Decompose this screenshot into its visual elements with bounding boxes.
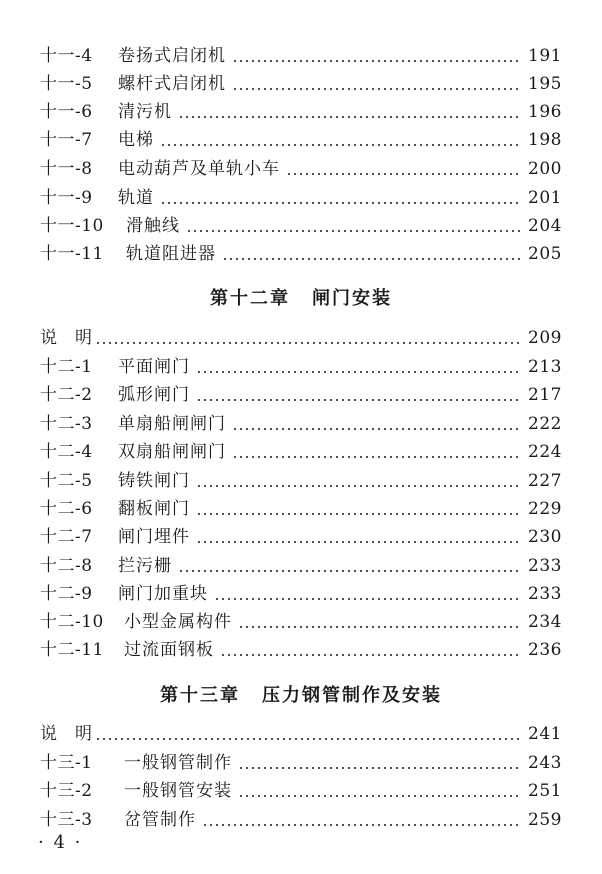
entry-page: 204 xyxy=(528,216,562,236)
entry-title: 拦污栅 xyxy=(118,556,172,576)
dot-leader xyxy=(214,598,522,600)
entry-number: 十一-8 xyxy=(40,159,93,179)
entry-title: 翻板闸门 xyxy=(118,499,190,519)
entry-page: 213 xyxy=(528,357,562,377)
entry-title: 平面闸门 xyxy=(118,357,190,377)
entry-page: 217 xyxy=(528,385,562,405)
toc-entry[interactable] xyxy=(40,184,562,212)
dot-leader xyxy=(196,399,522,401)
dot-leader xyxy=(238,626,522,628)
toc-entry[interactable] xyxy=(40,806,562,834)
entry-title: 岔管制作 xyxy=(124,810,196,830)
toc-entry[interactable] xyxy=(40,552,562,580)
toc-entry[interactable] xyxy=(40,523,562,551)
entry-page: 233 xyxy=(528,584,562,604)
toc-entry[interactable] xyxy=(40,324,562,352)
entry-number: 十一-7 xyxy=(40,130,93,150)
toc-entry[interactable] xyxy=(40,636,562,664)
entry-page: 196 xyxy=(528,102,562,122)
dot-leader xyxy=(232,60,522,62)
dot-leader xyxy=(238,767,522,769)
entry-number: 十二-7 xyxy=(40,527,93,547)
entry-title: 电动葫芦及单轨小车 xyxy=(118,159,280,179)
entry-page: 222 xyxy=(528,414,562,434)
toc-entry[interactable] xyxy=(40,381,562,409)
chapter-title: 闸门安装 xyxy=(312,288,392,309)
entry-title: 铸铁闸门 xyxy=(118,471,190,491)
entry-page: 233 xyxy=(528,556,562,576)
entry-number: 十二-4 xyxy=(40,442,93,462)
entry-page: 234 xyxy=(528,612,562,632)
entry-page: 230 xyxy=(528,527,562,547)
entry-title: 电梯 xyxy=(118,130,154,150)
dot-leader xyxy=(238,795,522,797)
entry-number: 说 明 xyxy=(40,328,93,348)
entry-number: 说 明 xyxy=(40,724,93,744)
dot-leader xyxy=(222,258,522,260)
dot-leader xyxy=(196,513,522,515)
entry-number: 十一-9 xyxy=(40,188,93,208)
dot-leader xyxy=(95,738,523,740)
toc-entry[interactable] xyxy=(40,720,562,748)
chapter-heading xyxy=(0,284,602,310)
entry-title: 一般钢管安装 xyxy=(124,781,232,801)
entry-number: 十一-5 xyxy=(40,74,93,94)
toc-entry[interactable] xyxy=(40,42,562,70)
entry-title: 过流面钢板 xyxy=(124,640,214,660)
entry-number: 十一-6 xyxy=(40,102,93,122)
dot-leader xyxy=(232,428,522,430)
entry-number: 十二-2 xyxy=(40,385,93,405)
entry-page: 201 xyxy=(528,188,562,208)
entry-title: 小型金属构件 xyxy=(124,612,232,632)
entry-page: 227 xyxy=(528,471,562,491)
entry-number: 十二-10 xyxy=(40,612,104,632)
dot-leader xyxy=(186,230,522,232)
dot-leader xyxy=(220,654,522,656)
entry-number: 十一-11 xyxy=(40,244,104,264)
entry-title: 螺杆式启闭机 xyxy=(118,74,226,94)
entry-page: 209 xyxy=(528,328,562,348)
dot-leader xyxy=(196,541,522,543)
entry-number: 十二-1 xyxy=(40,357,93,377)
entry-page: 243 xyxy=(528,753,562,773)
chapter-title: 压力钢管制作及安装 xyxy=(262,685,442,706)
entry-number: 十二-5 xyxy=(40,471,93,491)
toc-entry[interactable] xyxy=(40,438,562,466)
entry-title: 弧形闸门 xyxy=(118,385,190,405)
entry-number: 十二-9 xyxy=(40,584,93,604)
entry-page: 229 xyxy=(528,499,562,519)
entry-page: 191 xyxy=(528,46,562,66)
dot-leader xyxy=(196,485,522,487)
entry-number: 十二-6 xyxy=(40,499,93,519)
chapter-label: 第十二章 xyxy=(210,288,290,309)
toc-entry[interactable] xyxy=(40,410,562,438)
dot-leader xyxy=(286,173,522,175)
toc-entry[interactable] xyxy=(40,98,562,126)
entry-title: 卷扬式启闭机 xyxy=(118,46,226,66)
entry-title: 闸门加重块 xyxy=(118,584,208,604)
entry-number: 十三-1 xyxy=(40,753,93,773)
toc-entry[interactable] xyxy=(40,608,562,636)
entry-number: 十三-2 xyxy=(40,781,93,801)
dot-leader xyxy=(232,88,522,90)
entry-title: 滑触线 xyxy=(126,216,180,236)
entry-page: 251 xyxy=(528,781,562,801)
toc-entry[interactable] xyxy=(40,212,562,240)
page-number: · 4 · xyxy=(38,832,83,853)
toc-entry[interactable] xyxy=(40,353,562,381)
dot-leader xyxy=(160,144,522,146)
dot-leader xyxy=(178,116,522,118)
entry-page: 200 xyxy=(528,159,562,179)
entry-title: 单扇船闸闸门 xyxy=(118,414,226,434)
entry-number: 十二-11 xyxy=(40,640,104,660)
dot-leader xyxy=(95,342,523,344)
dot-leader xyxy=(160,202,522,204)
entry-title: 轨道 xyxy=(118,188,154,208)
entry-number: 十一-10 xyxy=(40,216,104,236)
entry-number: 十一-4 xyxy=(40,46,93,66)
entry-number: 十三-3 xyxy=(40,810,93,830)
toc-entry[interactable] xyxy=(40,580,562,608)
entry-number: 十二-8 xyxy=(40,556,93,576)
toc-entry[interactable] xyxy=(40,240,562,268)
entry-page: 241 xyxy=(528,724,562,744)
entry-title: 闸门埋件 xyxy=(118,527,190,547)
entry-title: 轨道阻进器 xyxy=(126,244,216,264)
entry-page: 195 xyxy=(528,74,562,94)
toc-entry[interactable] xyxy=(40,126,562,154)
toc-entry[interactable] xyxy=(40,749,562,777)
entry-title: 一般钢管制作 xyxy=(124,753,232,773)
toc-entry[interactable] xyxy=(40,70,562,98)
dot-leader xyxy=(232,456,522,458)
dot-leader xyxy=(178,570,522,572)
chapter-label: 第十三章 xyxy=(160,685,240,706)
entry-title: 清污机 xyxy=(118,102,172,122)
dot-leader xyxy=(196,371,522,373)
dot-leader xyxy=(202,824,522,826)
chapter-heading xyxy=(0,681,602,707)
entry-page: 224 xyxy=(528,442,562,462)
entry-page: 198 xyxy=(528,130,562,150)
toc-entry[interactable] xyxy=(40,495,562,523)
toc-entry[interactable] xyxy=(40,777,562,805)
toc-entry[interactable] xyxy=(40,467,562,495)
entry-title: 双扇船闸闸门 xyxy=(118,442,226,462)
entry-page: 205 xyxy=(528,244,562,264)
toc-entry[interactable] xyxy=(40,155,562,183)
entry-number: 十二-3 xyxy=(40,414,93,434)
entry-page: 236 xyxy=(528,640,562,660)
entry-page: 259 xyxy=(528,810,562,830)
